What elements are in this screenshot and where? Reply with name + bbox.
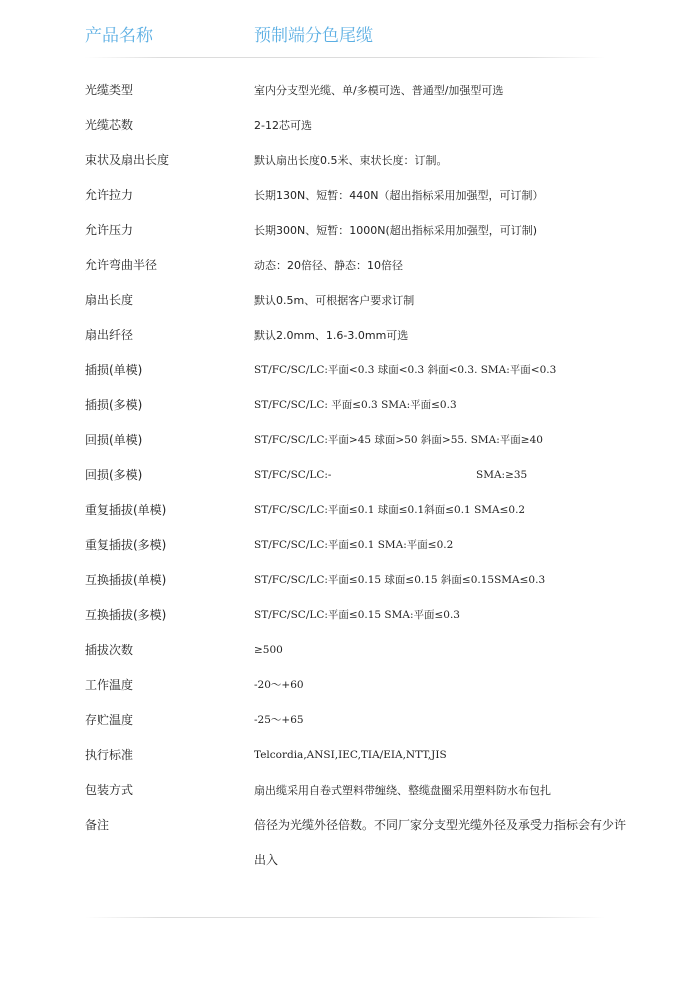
spec-value-part: SMA:≥35 (476, 469, 528, 481)
spec-name: 扇出长度 (85, 293, 134, 307)
spec-row-fiber-count (0, 108, 698, 143)
spec-name: 回损(多模) (85, 468, 143, 482)
spec-name: 互换插拔(多模) (85, 608, 167, 622)
spec-row-crush (0, 213, 698, 248)
spec-name: 工作温度 (85, 678, 134, 692)
spec-value: ST/FC/SC/LC: 平面≤0.3 SMA:平面≤0.3 (254, 399, 457, 411)
spec-row-fanout-diameter (0, 318, 698, 353)
spec-name: 执行标准 (85, 748, 134, 762)
spec-value: ST/FC/SC/LC:平面≤0.1 球面≤0.1斜面≤0.1 SMA≤0.2 (254, 504, 526, 516)
spec-row-tensile (0, 178, 698, 213)
spec-row-interchange-multimode (0, 598, 698, 633)
spec-value: ST/FC/SC/LC:平面<0.3 球面<0.3 斜面<0.3. SMA:平面<0.3 (254, 364, 557, 376)
spec-name: 包装方式 (85, 783, 134, 797)
spec-name: 备注 (85, 818, 110, 832)
spec-value: ST/FC/SC/LC:平面≤0.15 球面≤0.15 斜面≤0.15SMA≤0.3 (254, 574, 546, 586)
spec-value: 扇出缆采用自卷式塑料带缠绕、整缆盘圈采用塑料防水布包扎 (254, 784, 551, 797)
header-name-label: 产品名称 (85, 26, 153, 46)
spec-name: 存贮温度 (85, 713, 134, 727)
spec-row-bend-radius (0, 248, 698, 283)
header-product-name: 预制端分色尾缆 (254, 26, 373, 46)
spec-table (0, 73, 698, 878)
spec-value: 长期130N、短暂：440N（超出指标采用加强型，可订制） (254, 189, 544, 202)
spec-row-remarks (0, 808, 698, 878)
spec-row-mating-cycles (0, 633, 698, 668)
spec-value: 2-12芯可选 (254, 119, 312, 132)
spec-value: ST/FC/SC/LC:平面>45 球面>50 斜面>55. SMA:平面≥40 (254, 434, 543, 446)
spec-row-standards (0, 738, 698, 773)
spec-name: 互换插拔(单模) (85, 573, 167, 587)
spec-name: 插损(单模) (85, 363, 143, 377)
spec-value-part: ST/FC/SC/LC:- (254, 469, 332, 481)
divider-top (85, 57, 605, 58)
spec-value (254, 467, 634, 484)
spec-row-fanout-length (0, 283, 698, 318)
spec-name: 允许弯曲半径 (85, 258, 158, 272)
table-header (0, 0, 698, 58)
spec-row-operating-temp (0, 668, 698, 703)
spec-name: 回损(单模) (85, 433, 143, 447)
spec-value: ST/FC/SC/LC:平面≤0.1 SMA:平面≤0.2 (254, 539, 454, 551)
spec-name: 重复插拔(单模) (85, 503, 167, 517)
spec-name: 扇出纤径 (85, 328, 134, 342)
spec-name: 光缆类型 (85, 83, 134, 97)
spec-value: 长期300N、短暂：1000N(超出指标采用加强型，可订制) (254, 224, 538, 237)
spec-value: Telcordia,ANSI,IEC,TIA/EIA,NTT,JIS (254, 749, 447, 761)
spec-row-repeat-singlemode (0, 493, 698, 528)
divider-bottom (85, 917, 605, 918)
spec-row-il-singlemode (0, 353, 698, 388)
spec-value: 动态：20倍径、静态：10倍径 (254, 259, 403, 272)
spec-row-rl-multimode (0, 458, 698, 493)
spec-value: ≥500 (254, 644, 283, 656)
spec-row-packaging (0, 773, 698, 808)
spec-row-bundle-length (0, 143, 698, 178)
spec-row-cable-type (0, 73, 698, 108)
spec-name: 光缆芯数 (85, 118, 134, 132)
spec-value: 默认0.5m、可根据客户要求订制 (254, 294, 415, 307)
spec-row-interchange-singlemode (0, 563, 698, 598)
spec-name: 允许拉力 (85, 188, 134, 202)
spec-name: 重复插拔(多模) (85, 538, 167, 552)
spec-name: 束状及扇出长度 (85, 153, 170, 167)
spec-value: 默认扇出长度0.5米、束状长度：订制。 (254, 154, 448, 167)
spec-value: -25～+65 (254, 714, 304, 726)
spec-value: 室内分支型光缆、单/多模可选、普通型/加强型可选 (254, 84, 504, 97)
spec-name: 插损(多模) (85, 398, 143, 412)
spec-value: ST/FC/SC/LC:平面≤0.15 SMA:平面≤0.3 (254, 609, 460, 621)
spec-value: -20～+60 (254, 679, 304, 691)
spec-row-il-multimode (0, 388, 698, 423)
spec-row-repeat-multimode (0, 528, 698, 563)
spec-name: 允许压力 (85, 223, 134, 237)
spec-value: 倍径为光缆外径倍数。不同厂家分支型光缆外径及承受力指标会有少许出入 (254, 818, 627, 867)
spec-row-storage-temp (0, 703, 698, 738)
spec-value: 默认2.0mm、1.6-3.0mm可选 (254, 329, 409, 342)
spec-row-rl-singlemode (0, 423, 698, 458)
spec-name: 插拔次数 (85, 643, 134, 657)
